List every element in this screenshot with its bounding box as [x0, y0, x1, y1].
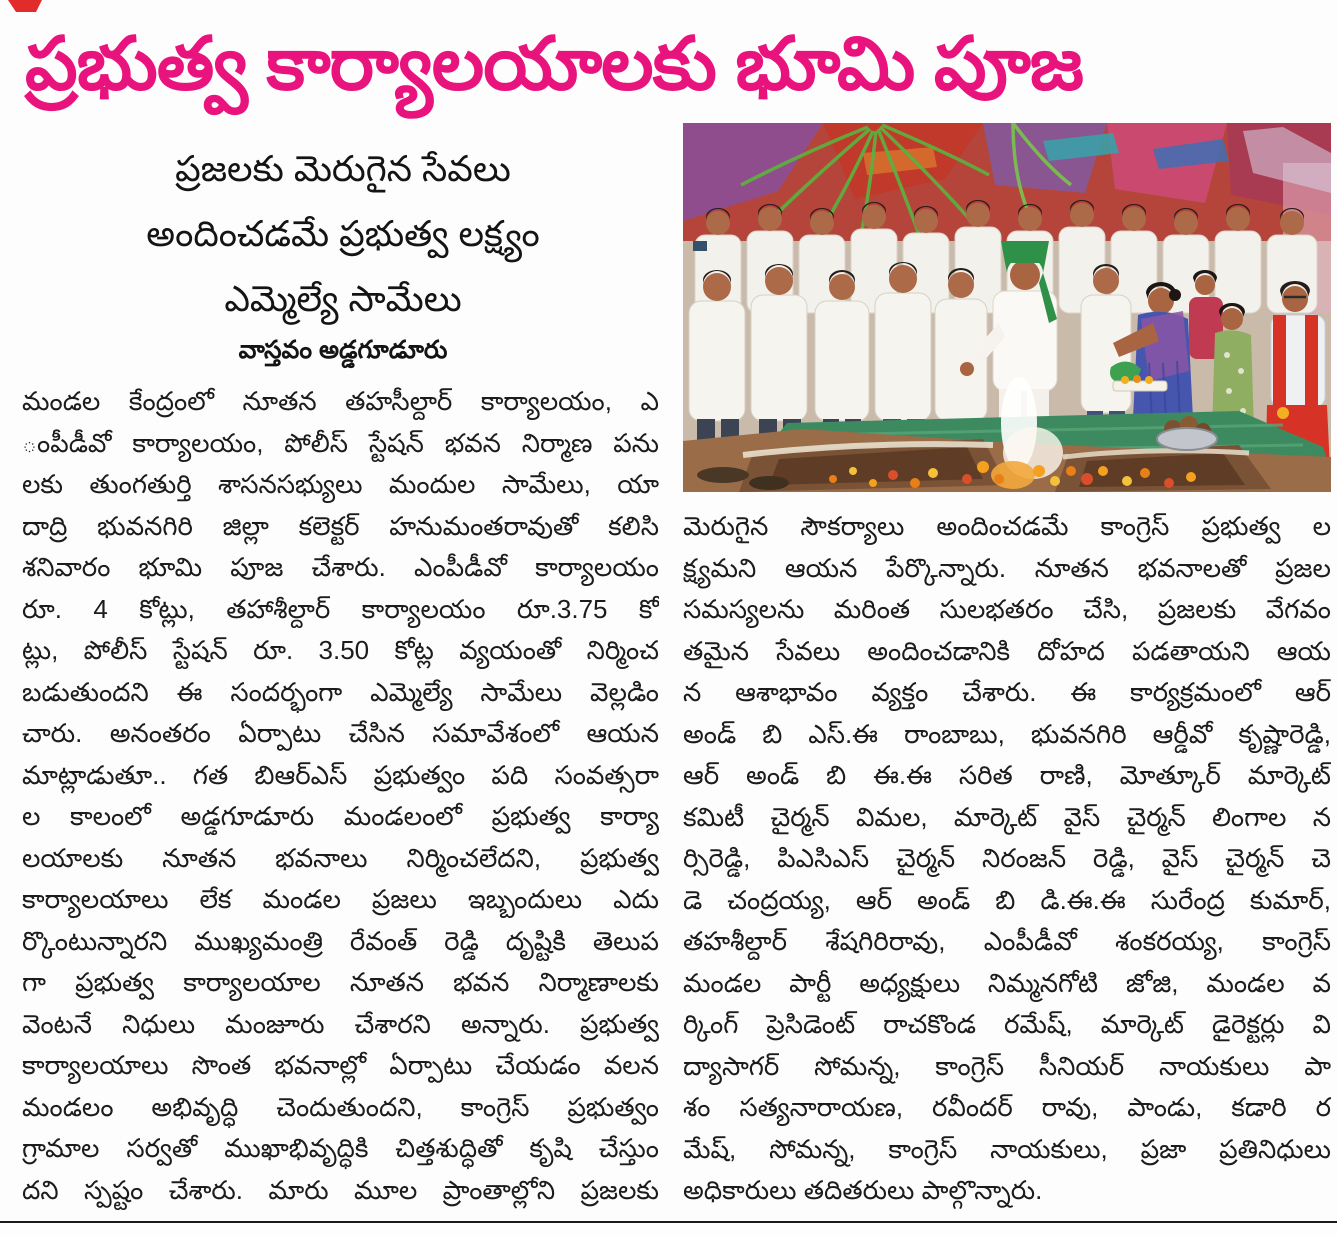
body-text-line: గా ప్రభుత్వ కార్యాలయాల నూతన భవన నిర్మాణాలకు [22, 967, 659, 997]
body-text-line: ట్లు, పోలీస్ స్టేషన్ రూ. 3.50 కోట్ల వ్యయంతో నిర్మించ [22, 635, 659, 665]
byline-dateline: వాస్తవం అడ్డగూడూరు [238, 336, 448, 364]
article-headline: ప్రభుత్వ కార్యాలయాలకు భూమి పూజ [25, 22, 1083, 105]
body-text-line: లయాలకు నూతన భవనాలు నిర్మించలేదని, ప్రభుత్వ [22, 842, 659, 873]
body-text-line: ర్కొంటున్నారని ముఖ్యమంత్రి రేవంత్ రెడ్డి దృష్టికి తెలుప [22, 925, 659, 956]
subheadline-line: అందించడమే ప్రభుత్వ లక్ష్యం [146, 213, 540, 254]
body-text-line: కమిటీ చైర్మన్ విమల, మార్కెట్ వైస్ చైర్మన్ లింగాల న [683, 801, 1331, 832]
subheadline-line: ఎమ్మెల్యే సామేలు [224, 278, 462, 319]
body-text-line: ర్కింగ్ ప్రెసిడెంట్ రాచకొండ రమేష్, మార్కెట్ డైరెక్టర్లు వి [683, 1009, 1331, 1039]
body-text-line: తమైన సేవలు అందించడానికి దోహద పడతాయని ఆయ [683, 635, 1331, 666]
body-text-line: తహశీల్దార్ శేషగిరిరావు, ఎంపీడీవో శంకరయ్య, కాంగ్రెస్ [683, 926, 1331, 956]
body-text-line: మేష్, సోమన్న, కాంగ్రెస్ నాయకులు, ప్రజా ప్రతినిధులు [683, 1133, 1331, 1164]
body-text-line: మండల పార్టీ అధ్యక్షులు నిమ్మనగోటి జోజి, మండల వ [683, 967, 1331, 998]
article-subheadline [28, 136, 658, 331]
article-right-column [683, 506, 1331, 1212]
body-text-line: డె చంద్రయ్య, ఆర్ అండ్ బి డి.ఈ.ఈ సురేంద్ర కుమార్, [683, 884, 1331, 915]
ceremony-photo-illustration [683, 123, 1331, 492]
body-text-line: సమస్యలను మరింత సులభతరం చేసి, ప్రజలకు వేగవం [683, 594, 1331, 624]
body-text-line: శం సత్యనారాయణ, రవీందర్ రావు, పాండు, కడారి ర [683, 1092, 1331, 1122]
body-text-line: లకు తుంగతుర్తి శాసనసభ్యులు మందుల సామేలు, యా [22, 469, 659, 499]
body-text-line: మండలం అభివృద్ధి చెందుతుందని, కాంగ్రెస్ ప్రభుత్వం [22, 1091, 659, 1122]
body-text-line: దని స్పష్టం చేశారు. మారు మూల ప్రాంతాల్లోని ప్రజలకు [22, 1174, 659, 1205]
body-text-line: శనివారం భూమి పూజ చేశారు. ఎంపీడీవో కార్యాలయం [22, 552, 659, 582]
body-text-line: కార్యాలయాలు లేక మండల ప్రజలు ఇబ్బందులు ఎదు [22, 884, 659, 914]
body-text-line: బడుతుందని ఈ సందర్భంగా ఎమ్మెల్యే సామేలు వెల్లడిం [22, 676, 659, 707]
article-left-column [22, 381, 659, 1211]
body-text-line: కార్యాలయాలు సొంత భవనాల్లో ఏర్పాటు చేయడం వలన [22, 1050, 659, 1080]
body-text-line: మండల కేంద్రంలో నూతన తహసీల్దార్ కార్యాలయం, ఎ [22, 386, 659, 416]
body-text-line: గ్రామాల సర్వతో ముఖాభివృద్ధికి చిత్తశుద్ధితో కృషి చేస్తుం [22, 1133, 659, 1163]
body-text-line: దాద్రి భువనగిరి జిల్లా కలెక్టర్ హనుమంతరావుతో కలిసి [22, 510, 659, 541]
body-text-line: అండ్ బి ఎస్.ఈ రాంబాబు, భువనగిరి ఆర్డీవో కృష్ణారెడ్డి, [683, 718, 1331, 749]
body-text-line: రూ. 4 కోట్లు, తహాశీల్దార్ కార్యాలయం రూ.3.75 కో [22, 593, 659, 624]
body-text-line: చారు. అనంతరం ఏర్పాటు చేసిన సమావేశంలో ఆయన [22, 718, 659, 748]
body-text-line: ద్యాసాగర్ సోమన్న, కాంగ్రెస్ సీనియర్ నాయకులు పా [683, 1050, 1331, 1081]
ceremony-photo [683, 123, 1331, 492]
body-text-line: అధికారులు తదితరులు పాల్గొన్నారు. [683, 1175, 1043, 1205]
body-text-line: ల కాలంలో అడ్డగూడూరు మండలంలో ప్రభుత్వ కార్యా [22, 801, 659, 831]
subheadline-line: ప్రజలకు మెరుగైన సేవలు [175, 148, 511, 189]
body-text-line: మెరుగైన సౌకర్యాలు అందించడమే కాంగ్రెస్ ప్రభుత్వ ల [683, 511, 1331, 541]
bottom-divider [0, 1221, 1337, 1223]
body-text-line: మాట్లాడుతూ.. గత బిఆర్ఎస్ ప్రభుత్వం పది సంవత్సరా [22, 759, 659, 790]
police-cap [693, 241, 707, 251]
body-text-line: న ఆశాభావం వ్యక్తం చేశారు. ఈ కార్యక్రమంలో ఆర్ [683, 677, 1331, 707]
body-text-line: ంపీడీవో కార్యాలయం, పోలీస్ స్టేషన్ భవన నిర్మాణ పను [22, 427, 659, 458]
body-text-line: క్ష్యమని ఆయన పేర్కొన్నారు. నూతన భవనాలతో ప్రజల [683, 552, 1331, 583]
body-text-line: ర్సిరెడ్డి, పిఎసిఎస్ చైర్మన్ నిరంజన్ రెడ్డి, వైస్ చైర్మన్ చె [683, 843, 1331, 873]
body-text-line: ఆర్ అండ్ బి ఈ.ఈ సరిత రాణి, మోత్కూర్ మార్కెట్ [683, 760, 1331, 790]
body-text-line: వెంటనే నిధులు మంజూరు చేశారని అన్నారు. ప్రభుత్వ [22, 1008, 659, 1039]
